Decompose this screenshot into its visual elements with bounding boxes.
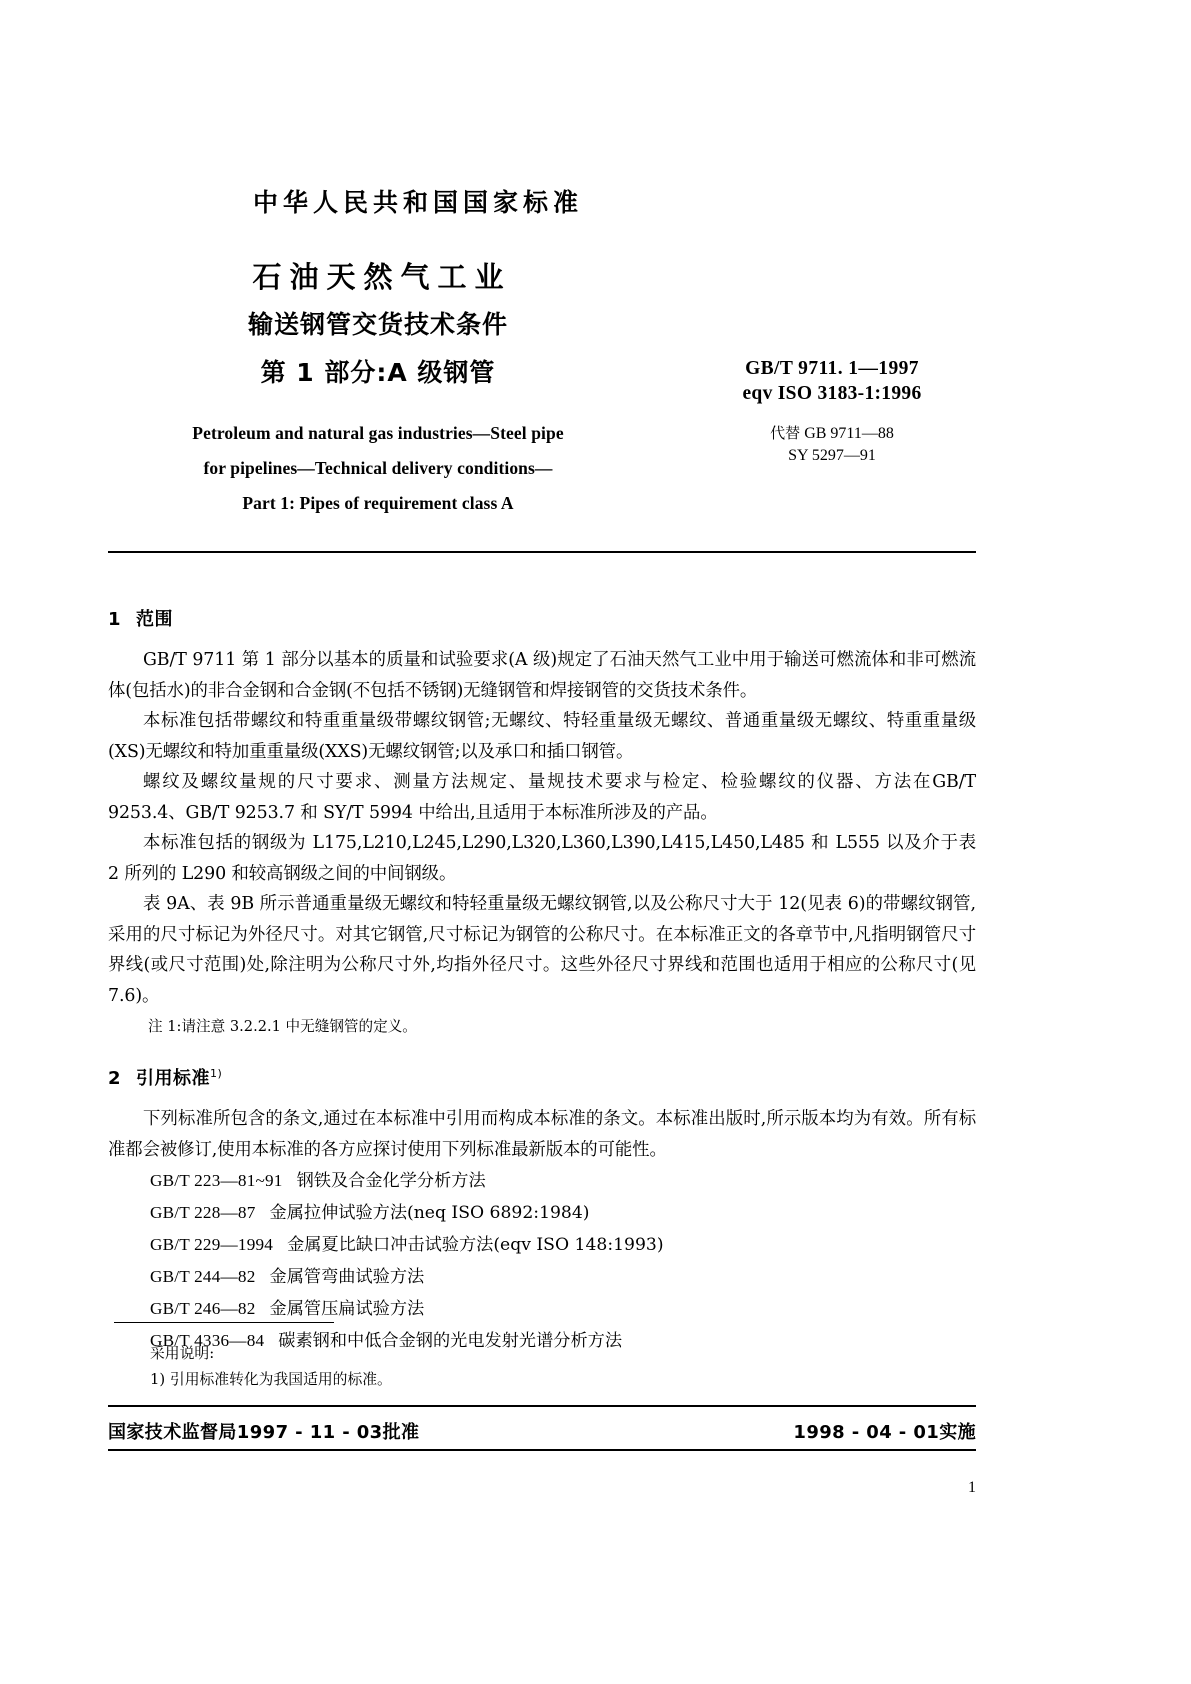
approval-authority-date: 国家技术监督局1997 - 11 - 03批准 xyxy=(108,1422,420,1443)
page-number: 1 xyxy=(968,1479,976,1496)
reference-title: 金属管弯曲试验方法 xyxy=(269,1267,425,1287)
references-intro-paragraph: 下列标准所包含的条文,通过在本标准中引用而构成本标准的条文。本标准出版时,所示版本均为有效。所有标准都会被修订,使用本标准的各方应探讨使用下列标准最新版本的可能性。 xyxy=(108,1109,976,1160)
reference-code: GB/T 244—82 xyxy=(150,1267,256,1286)
document-title-line-3: 第 1 部分:A 级钢管 xyxy=(260,358,496,387)
reference-title: 钢铁及合金化学分析方法 xyxy=(296,1171,486,1191)
reference-code: GB/T 223—81~91 xyxy=(150,1171,283,1190)
reference-title: 金属拉伸试验方法(neq ISO 6892:1984) xyxy=(269,1203,590,1223)
page-sheet xyxy=(108,0,976,1684)
scope-paragraph-1: GB/T 9711 第 1 部分以基本的质量和试验要求(A 级)规定了石油天然气工业中用于输送可燃流体和非可燃流体(包括水)的非合金钢和合金钢(不包括不锈钢)无缝钢管和焊接钢管的交货技术条件。 xyxy=(108,650,976,701)
reference-code: GB/T 228—87 xyxy=(150,1203,256,1222)
replaced-standard-2: SY 5297—91 xyxy=(788,447,876,464)
reference-title: 碳素钢和中低合金钢的光电发射光谱分析方法 xyxy=(278,1331,623,1351)
document-title-line-2: 输送钢管交货技术条件 xyxy=(247,310,508,339)
section-2-title: 引用标准 xyxy=(136,1068,210,1089)
effective-date: 1998 - 04 - 01实施 xyxy=(793,1422,976,1443)
reference-code: GB/T 229—1994 xyxy=(150,1235,274,1254)
footnote-block xyxy=(108,1322,976,1393)
scope-paragraph-2: 本标准包括带螺纹和特重重量级带螺纹钢管;无螺纹、特轻重量级无螺纹、普通重量级无螺纹、特重重量级(XS)无螺纹和特加重重量级(XXS)无螺纹钢管;以及承口和插口钢管。 xyxy=(108,711,976,762)
equivalent-iso-standard: eqv ISO 3183-1:1996 xyxy=(742,383,922,404)
section-spacer xyxy=(108,1040,976,1064)
section-2-number: 2 xyxy=(108,1068,122,1089)
section-1-title: 范围 xyxy=(136,609,173,630)
reference-code: GB/T 4336—84 xyxy=(150,1331,265,1350)
footnote-item-1: 1) 引用标准转化为我国适用的标准。 xyxy=(150,1371,392,1388)
footnote-content xyxy=(108,1341,976,1393)
national-standard-header: 中华人民共和国国家标准 xyxy=(253,188,584,217)
list-item xyxy=(108,1261,976,1293)
english-title-line-2: for pipelines—Technical delivery conditions— xyxy=(203,458,553,478)
standard-number: GB/T 9711. 1—1997 xyxy=(745,358,919,379)
scope-paragraph-5: 表 9A、表 9B 所示普通重量级无螺纹和特轻重量级无螺纹钢管,以及公称尺寸大于 12(见表 6)的带螺纹钢管,采用的尺寸标记为外径尺寸。对其它钢管,尺寸标记为钢管的公称尺寸。在本标准正文的各章节中,凡指明钢管尺寸界线(或尺寸范围)处,除注明为公称尺寸外,均指外径尺寸。这些外径尺寸界线和范围也适用于相应的公称尺寸(见 7.6)。 xyxy=(108,894,976,1006)
footnote-divider-rule xyxy=(114,1322,334,1323)
reference-code: GB/T 246—82 xyxy=(150,1299,256,1318)
header-divider-rule xyxy=(108,551,976,553)
footnote-label: 采用说明: xyxy=(150,1345,215,1362)
replaced-standard-row-2 xyxy=(688,445,976,467)
replaced-standards xyxy=(688,422,976,467)
document-title-line-1: 石油天然气工业 xyxy=(252,260,512,294)
list-item xyxy=(108,1165,976,1197)
document-body xyxy=(108,605,976,1357)
scope-paragraph-4: 本标准包括的钢级为 L175,L210,L245,L290,L320,L360,L390,L415,L450,L485 和 L555 以及介于表 2 所列的 L290 和较高钢级之间的中间钢级。 xyxy=(108,833,976,884)
title-block xyxy=(108,258,648,521)
replaces-label: 代替 xyxy=(770,424,801,442)
document-title-english xyxy=(108,416,648,521)
replaced-standard-row-1 xyxy=(688,422,976,445)
footer-bar xyxy=(108,1418,976,1444)
section-2-footnote-marker: 1) xyxy=(210,1067,223,1080)
reference-title: 金属管压扁试验方法 xyxy=(269,1299,425,1319)
footer-divider-bottom xyxy=(108,1449,976,1451)
list-item xyxy=(108,1293,976,1325)
section-heading-scope xyxy=(108,605,976,631)
list-item xyxy=(108,1197,976,1229)
scope-note-1: 注 1:请注意 3.2.2.1 中无缝钢管的定义。 xyxy=(148,1018,417,1035)
list-item xyxy=(108,1229,976,1261)
replaced-standard-1: GB 9711—88 xyxy=(804,425,894,442)
footer-divider-top xyxy=(108,1405,976,1407)
standard-code-block xyxy=(688,358,976,467)
section-heading-normative-references xyxy=(108,1064,976,1090)
english-title-line-3: Part 1: Pipes of requirement class A xyxy=(242,493,514,513)
english-title-line-1: Petroleum and natural gas industries—Steel pipe xyxy=(192,423,564,443)
section-1-number: 1 xyxy=(108,609,122,630)
scope-paragraph-3: 螺纹及螺纹量规的尺寸要求、测量方法规定、量规技术要求与检定、检验螺纹的仪器、方法在GB/T 9253.4、GB/T 9253.7 和 SY/T 5994 中给出,且适用于本标准所涉及的产品。 xyxy=(108,772,976,823)
reference-title: 金属夏比缺口冲击试验方法(eqv ISO 148:1993) xyxy=(287,1235,664,1255)
